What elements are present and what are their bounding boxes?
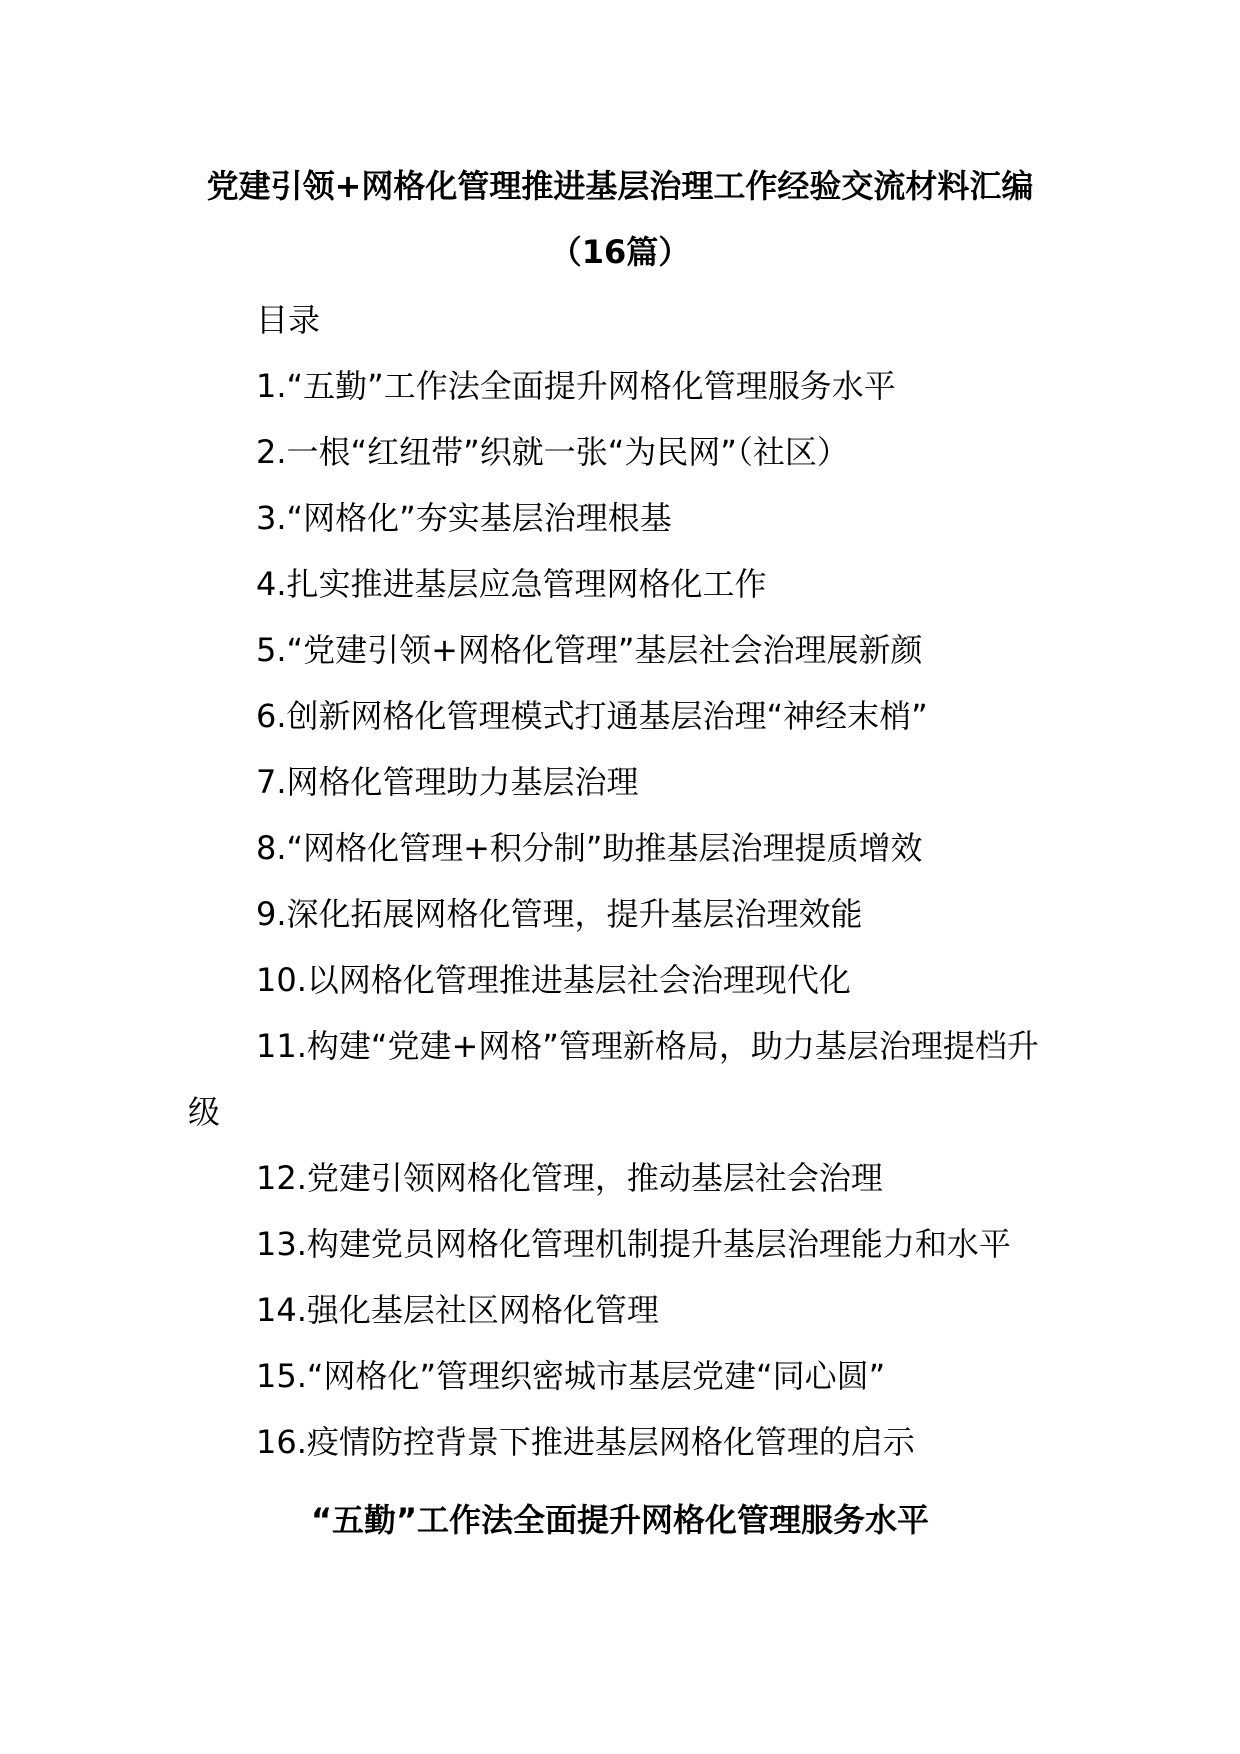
toc-heading: 目录	[256, 301, 321, 339]
table-of-contents	[188, 353, 1060, 1475]
toc-item-6: 6.创新网格化管理模式打通基层治理“神经末梢”	[256, 697, 928, 735]
toc-item-2: 2.一根“红纽带”织就一张“为民网”（社区）	[256, 433, 849, 471]
toc-item-11: 11.构建“党建+网格”管理新格局，助力基层治理提档升级	[188, 1027, 1039, 1131]
toc-item-1: 1.“五勤”工作法全面提升网格化管理服务水平	[256, 367, 896, 405]
document-title-line-1: 党建引领+网格化管理推进基层治理工作经验交流材料汇编	[206, 167, 1034, 205]
toc-item-9: 9.深化拓展网格化管理，提升基层治理效能	[256, 895, 863, 933]
toc-item-15: 15.“网格化”管理织密城市基层党建“同心圆”	[256, 1357, 886, 1395]
toc-item-3: 3.“网格化”夯实基层治理根基	[256, 499, 672, 537]
toc-item-4: 4.扎实推进基层应急管理网格化工作	[256, 565, 767, 603]
toc-item-16: 16.疫情防控背景下推进基层网格化管理的启示	[256, 1423, 915, 1461]
toc-item-14: 14.强化基层社区网格化管理	[256, 1291, 659, 1329]
section-title: “五勤”工作法全面提升网格化管理服务水平	[310, 1501, 930, 1539]
toc-item-7: 7.网格化管理助力基层治理	[256, 763, 639, 801]
toc-item-10: 10.以网格化管理推进基层社会治理现代化	[256, 961, 851, 999]
toc-item-5: 5.“党建引领+网格化管理”基层社会治理展新颜	[256, 631, 923, 669]
toc-item-8: 8.“网格化管理+积分制”助推基层治理提质增效	[256, 829, 923, 867]
document-title-line-2: （16篇）	[549, 233, 691, 271]
toc-item-12: 12.党建引领网格化管理，推动基层社会治理	[256, 1159, 883, 1197]
toc-item-13: 13.构建党员网格化管理机制提升基层治理能力和水平	[256, 1225, 1011, 1263]
